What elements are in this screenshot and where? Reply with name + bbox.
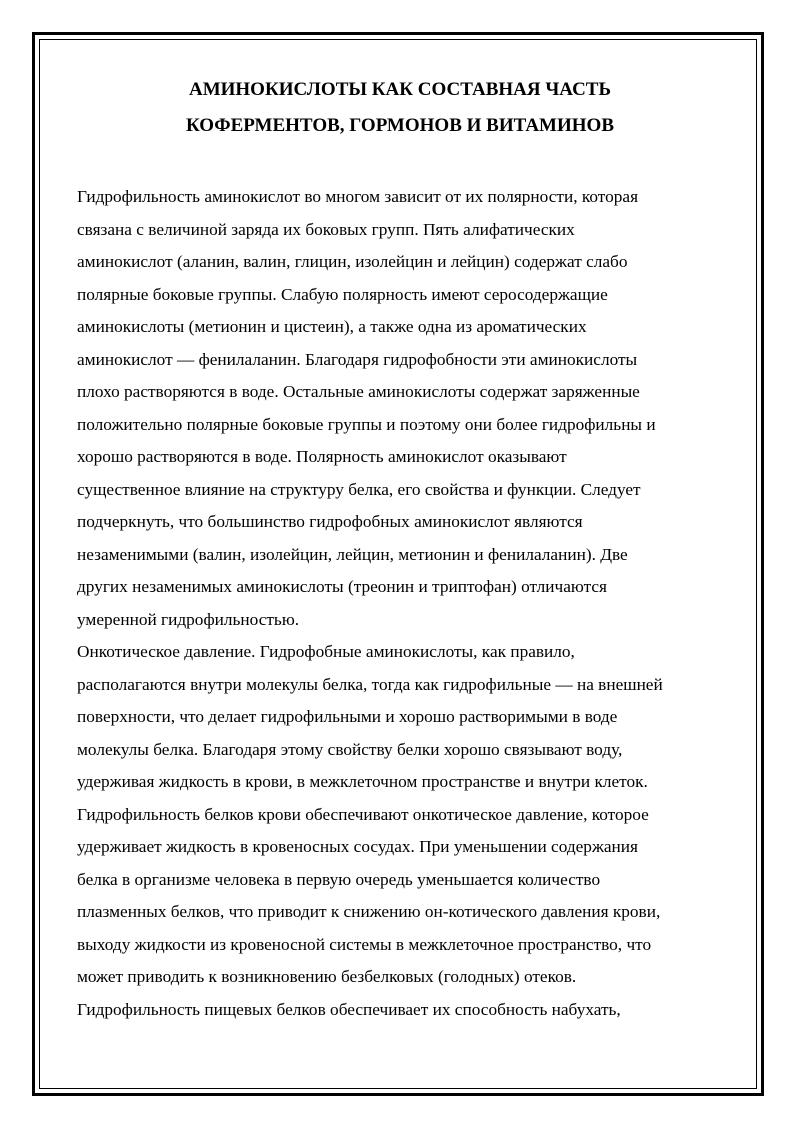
body-line: полярные боковые группы. Слабую полярность имеют серосодержащие: [77, 284, 608, 304]
body-line: выходу жидкости из кровеносной системы в межклеточное пространство, что: [77, 934, 652, 954]
body-line: может приводить к возникновению безбелковых (голодных) отеков.: [77, 967, 577, 986]
body-line: плохо растворяются в воде. Остальные аминокислоты содержат заряженные: [77, 382, 640, 401]
document-title-line-1: АМИНОКИСЛОТЫ КАК СОСТАВНАЯ ЧАСТЬ: [188, 79, 612, 100]
body-line: располагаются внутри молекулы белка, тогда как гидрофильные — на внешней: [77, 674, 663, 694]
body-line: удерживает жидкость в кровеносных сосудах. При уменьшении содержания: [77, 837, 639, 856]
body-line: Гидрофильность пищевых белков обеспечивает их способность набухать,: [77, 999, 621, 1019]
body-line: Гидрофильность белков крови обеспечивают онкотическое давление, которое: [77, 804, 649, 824]
body-line: Гидрофильность аминокислот во многом зависит от их полярности, которая: [77, 187, 639, 206]
body-line: положительно полярные боковые группы и поэтому они более гидрофильны и: [77, 414, 656, 434]
body-line: молекулы белка. Благодаря этому свойству белки хорошо связывают воду,: [77, 739, 623, 759]
body-line: белка в организме человека в первую очередь уменьшается количество: [77, 869, 601, 889]
body-line: подчеркнуть, что большинство гидрофобных аминокислот являются: [77, 512, 583, 531]
body-line: умеренной гидрофильностью.: [77, 609, 300, 629]
body-line: поверхности, что делает гидрофильными и хорошо растворимыми в воде: [77, 707, 618, 726]
body-line: удерживая жидкость в крови, в межклеточном пространстве и внутри клеток.: [77, 772, 648, 791]
body-line: Онкотическое давление. Гидрофобные аминокислоты, как правило,: [77, 642, 575, 661]
body-line: аминокислот (аланин, валин, глицин, изолейцин и лейцин) содержат слабо: [77, 252, 628, 271]
body-line: аминокислоты (метионин и цистеин), а также одна из ароматических: [77, 317, 587, 336]
body-line: плазменных белков, что приводит к снижению он-котического давления крови,: [77, 902, 661, 921]
body-line: других незаменимых аминокислоты (треонин и триптофан) отличаются: [77, 577, 607, 596]
body-line: незаменимыми (валин, изолейцин, лейцин, метионин и фенилаланин). Две: [77, 544, 628, 564]
body-line: аминокислот — фенилаланин. Благодаря гидрофобности эти аминокислоты: [77, 349, 638, 369]
document-title-line-2: КОФЕРМЕНТОВ, ГОРМОНОВ И ВИТАМИНОВ: [185, 115, 614, 136]
body-line: связана с величиной заряда их боковых групп. Пять алифатических: [77, 219, 575, 239]
body-line: существенное влияние на структуру белка, его свойства и функции. Следует: [77, 479, 641, 499]
document-body: [77, 181, 737, 1026]
body-line: хорошо растворяются в воде. Полярность аминокислот оказывают: [77, 447, 567, 466]
